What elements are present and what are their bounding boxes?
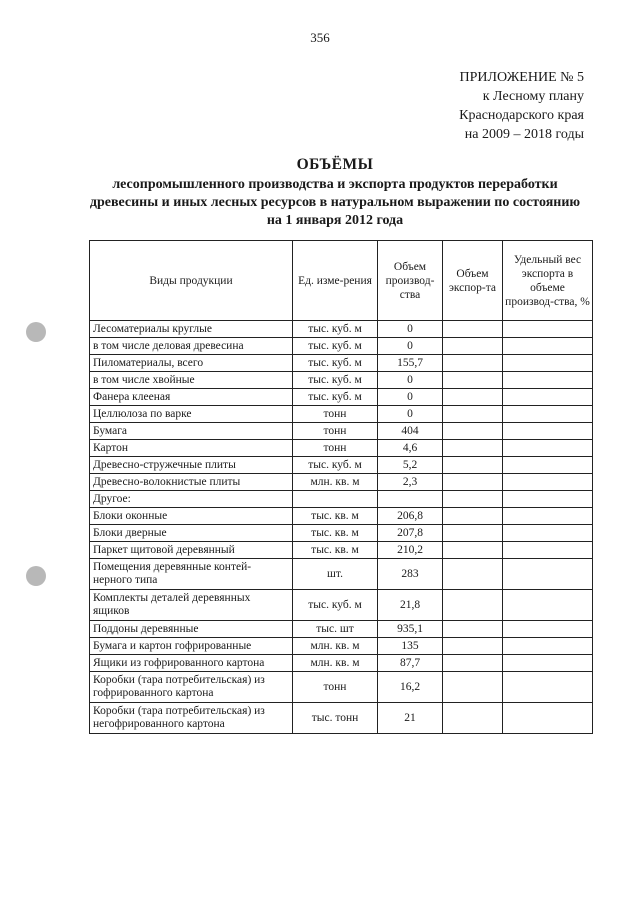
export-share-cell [503, 672, 593, 703]
table-row [90, 559, 593, 590]
unit-cell: млн. кв. м [293, 638, 378, 655]
unit-cell: млн. кв. м [293, 474, 378, 491]
binder-hole [26, 566, 46, 586]
export-share-cell [503, 655, 593, 672]
production-cell: 0 [378, 372, 443, 389]
product-name-cell: Древесно-волокнистые плиты [90, 474, 293, 491]
export-cell [443, 672, 503, 703]
export-share-cell [503, 638, 593, 655]
unit-cell [293, 491, 378, 508]
production-cell: 0 [378, 389, 443, 406]
table-row [90, 423, 593, 440]
product-name-cell: Древесно-стружечные плиты [90, 457, 293, 474]
export-cell [443, 355, 503, 372]
export-cell [443, 389, 503, 406]
unit-cell: тыс. куб. м [293, 355, 378, 372]
unit-cell: тыс. кв. м [293, 508, 378, 525]
production-cell: 87,7 [378, 655, 443, 672]
table-row [90, 542, 593, 559]
export-share-cell [503, 590, 593, 621]
export-share-cell [503, 559, 593, 590]
product-name-cell: Ящики из гофрированного картона [90, 655, 293, 672]
product-name-cell: Поддоны деревянные [90, 621, 293, 638]
export-share-cell [503, 491, 593, 508]
header-unit: Ед. изме-рения [293, 241, 378, 321]
production-cell: 206,8 [378, 508, 443, 525]
export-share-cell [503, 703, 593, 734]
product-name-cell: в том числе деловая древесина [90, 338, 293, 355]
title-main: ОБЪЁМЫ [296, 156, 374, 173]
production-cell: 5,2 [378, 457, 443, 474]
unit-cell: тыс. куб. м [293, 457, 378, 474]
export-cell [443, 590, 503, 621]
export-cell [443, 559, 503, 590]
production-cell: 155,7 [378, 355, 443, 372]
export-share-cell [503, 525, 593, 542]
table-row [90, 590, 593, 621]
export-cell [443, 621, 503, 638]
unit-cell: тыс. куб. м [293, 338, 378, 355]
table-row [90, 338, 593, 355]
table-row [90, 474, 593, 491]
product-name-cell: Коробки (тара потребительская) из гофрированного картона [90, 672, 293, 703]
production-cell: 0 [378, 321, 443, 338]
table-row [90, 372, 593, 389]
export-cell [443, 474, 503, 491]
unit-cell: шт. [293, 559, 378, 590]
unit-cell: млн. кв. м [293, 655, 378, 672]
production-cell: 0 [378, 338, 443, 355]
table-row [90, 672, 593, 703]
production-cell: 207,8 [378, 525, 443, 542]
export-cell [443, 406, 503, 423]
appendix-line-3: Краснодарского края [459, 108, 584, 123]
table-row [90, 703, 593, 734]
production-cell: 210,2 [378, 542, 443, 559]
production-cell [378, 491, 443, 508]
production-cell: 283 [378, 559, 443, 590]
unit-cell: тыс. куб. м [293, 372, 378, 389]
export-cell [443, 321, 503, 338]
unit-cell: тыс. куб. м [293, 590, 378, 621]
export-cell [443, 542, 503, 559]
volumes-table [89, 240, 593, 734]
product-name-cell: в том числе хвойные [90, 372, 293, 389]
table-row [90, 655, 593, 672]
production-cell: 16,2 [378, 672, 443, 703]
appendix-line-2: к Лесному плану [482, 89, 584, 104]
header-export-volume: Объем экспор-та [443, 241, 503, 321]
export-cell [443, 491, 503, 508]
table-row [90, 621, 593, 638]
production-cell: 4,6 [378, 440, 443, 457]
page-number: 356 [310, 30, 330, 45]
export-share-cell [503, 321, 593, 338]
export-share-cell [503, 440, 593, 457]
appendix-line-4: на 2009 – 2018 годы [464, 127, 584, 142]
product-name-cell: Комплекты деталей деревянных ящиков [90, 590, 293, 621]
export-cell [443, 655, 503, 672]
export-cell [443, 508, 503, 525]
header-product-type: Виды продукции [90, 241, 293, 321]
export-share-cell [503, 372, 593, 389]
product-name-cell: Целлюлоза по варке [90, 406, 293, 423]
unit-cell: тонн [293, 440, 378, 457]
production-cell: 0 [378, 406, 443, 423]
export-cell [443, 638, 503, 655]
export-share-cell [503, 508, 593, 525]
unit-cell: тыс. тонн [293, 703, 378, 734]
table-body [90, 321, 593, 734]
product-name-cell: Пиломатериалы, всего [90, 355, 293, 372]
product-name-cell: Помещения деревянные контей-нерного типа [90, 559, 293, 590]
export-share-cell [503, 338, 593, 355]
product-name-cell: Коробки (тара потребительская) из негофрированного картона [90, 703, 293, 734]
header-export-share: Удельный вес экспорта в объеме производ-ства, % [503, 241, 593, 321]
product-name-cell: Бумага [90, 423, 293, 440]
production-cell: 935,1 [378, 621, 443, 638]
export-share-cell [503, 621, 593, 638]
table-row [90, 508, 593, 525]
product-name-cell: Блоки дверные [90, 525, 293, 542]
production-cell: 404 [378, 423, 443, 440]
table-row [90, 525, 593, 542]
production-cell: 21,8 [378, 590, 443, 621]
unit-cell: тыс. куб. м [293, 321, 378, 338]
product-name-cell: Другое: [90, 491, 293, 508]
table-row [90, 457, 593, 474]
production-cell: 135 [378, 638, 443, 655]
table-row [90, 638, 593, 655]
export-share-cell [503, 406, 593, 423]
binder-hole [26, 322, 46, 342]
product-name-cell: Фанера клееная [90, 389, 293, 406]
table-header-row [90, 241, 593, 321]
export-share-cell [503, 355, 593, 372]
export-cell [443, 372, 503, 389]
export-cell [443, 338, 503, 355]
unit-cell: тыс. кв. м [293, 542, 378, 559]
product-name-cell: Бумага и картон гофрированные [90, 638, 293, 655]
export-share-cell [503, 423, 593, 440]
export-share-cell [503, 542, 593, 559]
production-cell: 2,3 [378, 474, 443, 491]
table-row [90, 355, 593, 372]
export-cell [443, 423, 503, 440]
export-cell [443, 703, 503, 734]
document-title [80, 156, 590, 230]
table-row [90, 440, 593, 457]
title-subtitle: лесопромышленного производства и экспорта продуктов переработки древесины и иных лесных ресурсов в натуральном выражении по состоянию на 1 января 2012 года [89, 177, 581, 228]
export-cell [443, 440, 503, 457]
export-share-cell [503, 457, 593, 474]
production-cell: 21 [378, 703, 443, 734]
table-row [90, 406, 593, 423]
export-cell [443, 525, 503, 542]
table-row [90, 491, 593, 508]
table-row [90, 321, 593, 338]
appendix-block [459, 68, 584, 144]
unit-cell: тыс. шт [293, 621, 378, 638]
appendix-line-1: ПРИЛОЖЕНИЕ № 5 [459, 70, 584, 85]
unit-cell: тыс. куб. м [293, 389, 378, 406]
header-production-volume: Объем производ-ства [378, 241, 443, 321]
unit-cell: тыс. кв. м [293, 525, 378, 542]
product-name-cell: Картон [90, 440, 293, 457]
table-row [90, 389, 593, 406]
export-cell [443, 457, 503, 474]
export-share-cell [503, 474, 593, 491]
unit-cell: тонн [293, 423, 378, 440]
unit-cell: тонн [293, 406, 378, 423]
product-name-cell: Лесоматериалы круглые [90, 321, 293, 338]
export-share-cell [503, 389, 593, 406]
product-name-cell: Блоки оконные [90, 508, 293, 525]
product-name-cell: Паркет щитовой деревянный [90, 542, 293, 559]
unit-cell: тонн [293, 672, 378, 703]
